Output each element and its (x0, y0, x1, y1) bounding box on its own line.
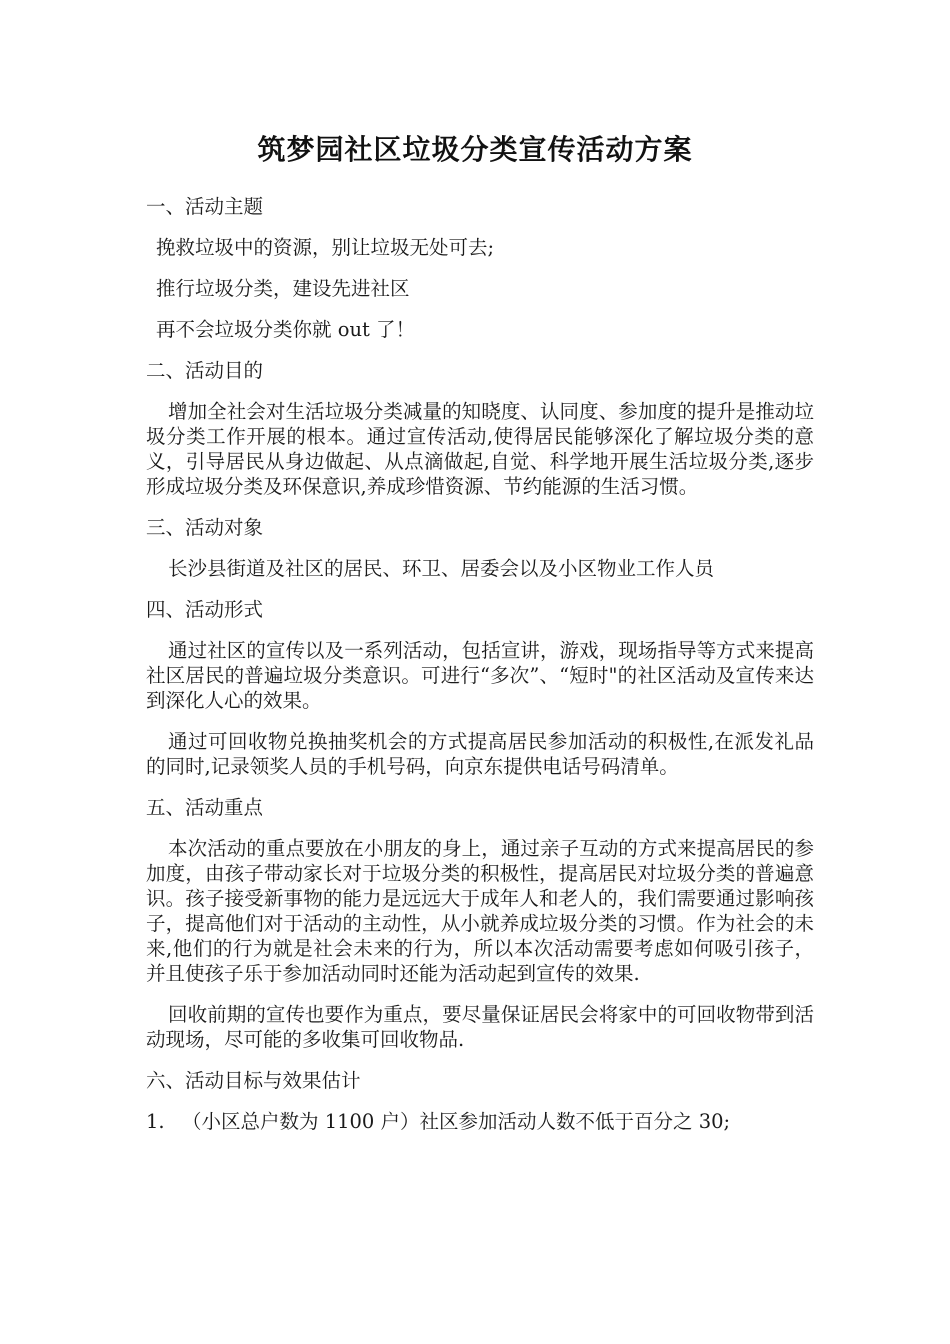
goal-item-text: （小区总户数为 1100 户）社区参加活动人数不低于百分之 30; (182, 1110, 731, 1133)
goal-item (146, 1109, 814, 1134)
section-heading-focus: 五、活动重点 (146, 796, 264, 819)
form-paragraph: 通过社区的宣传以及一系列活动，包括宣讲，游戏，现场指导等方式来提高社区居民的普遍垃圾分类意识。可进行“多次”、“短时"的社区活动及宣传来达到深化人心的效果。 (146, 639, 814, 712)
purpose-paragraph: 增加全社会对生活垃圾分类减量的知晓度、认同度、参加度的提升是推动垃圾分类工作开展的根本。通过宣传活动,使得居民能够深化了解垃圾分类的意义，引导居民从身边做起、从点滴做起,自觉、科学地开展生活垃圾分类,逐步形成垃圾分类及环保意识,养成珍惜资源、节约能源的生活习惯。 (146, 400, 814, 498)
section-heading-form: 四、活动形式 (146, 598, 264, 621)
document-title: 筑梦园社区垃圾分类宣传活动方案 (257, 133, 693, 166)
document-body (146, 194, 814, 1150)
goal-item-number: 1. (146, 1110, 165, 1133)
theme-slogan: 再不会垃圾分类你就 out 了！ (156, 318, 416, 341)
section-heading-goals: 六、活动目标与效果估计 (146, 1069, 361, 1092)
theme-slogan: 推行垃圾分类，建设先进社区 (156, 277, 410, 300)
focus-paragraph: 本次活动的重点要放在小朋友的身上，通过亲子互动的方式来提高居民的参加度，由孩子带动家长对于垃圾分类的积极性，提高居民对垃圾分类的普遍意识。孩子接受新事物的能力是远远大于成年人和老人的，我们需要通过影响孩子，提高他们对于活动的主动性，从小就养成垃圾分类的习惯。作为社会的未来,他们的行为就是社会未来的行为，所以本次活动需要考虑如何吸引孩子，并且使孩子乐于参加活动同时还能为活动起到宣传的效果. (146, 837, 814, 985)
section-heading-theme: 一、活动主题 (146, 195, 264, 218)
theme-slogan: 挽救垃圾中的资源，别让垃圾无处可去; (156, 236, 495, 259)
target-paragraph: 长沙县街道及社区的居民、环卫、居委会以及小区物业工作人员 (168, 557, 715, 580)
focus-paragraph: 回收前期的宣传也要作为重点，要尽量保证居民会将家中的可回收物带到活动现场，尽可能的多收集可回收物品. (146, 1003, 814, 1051)
form-paragraph: 通过可回收物兑换抽奖机会的方式提高居民参加活动的积极性,在派发礼品的同时,记录领奖人员的手机号码，向京东提供电话号码清单。 (146, 730, 814, 778)
section-heading-target: 三、活动对象 (146, 516, 264, 539)
section-heading-purpose: 二、活动目的 (146, 359, 264, 382)
